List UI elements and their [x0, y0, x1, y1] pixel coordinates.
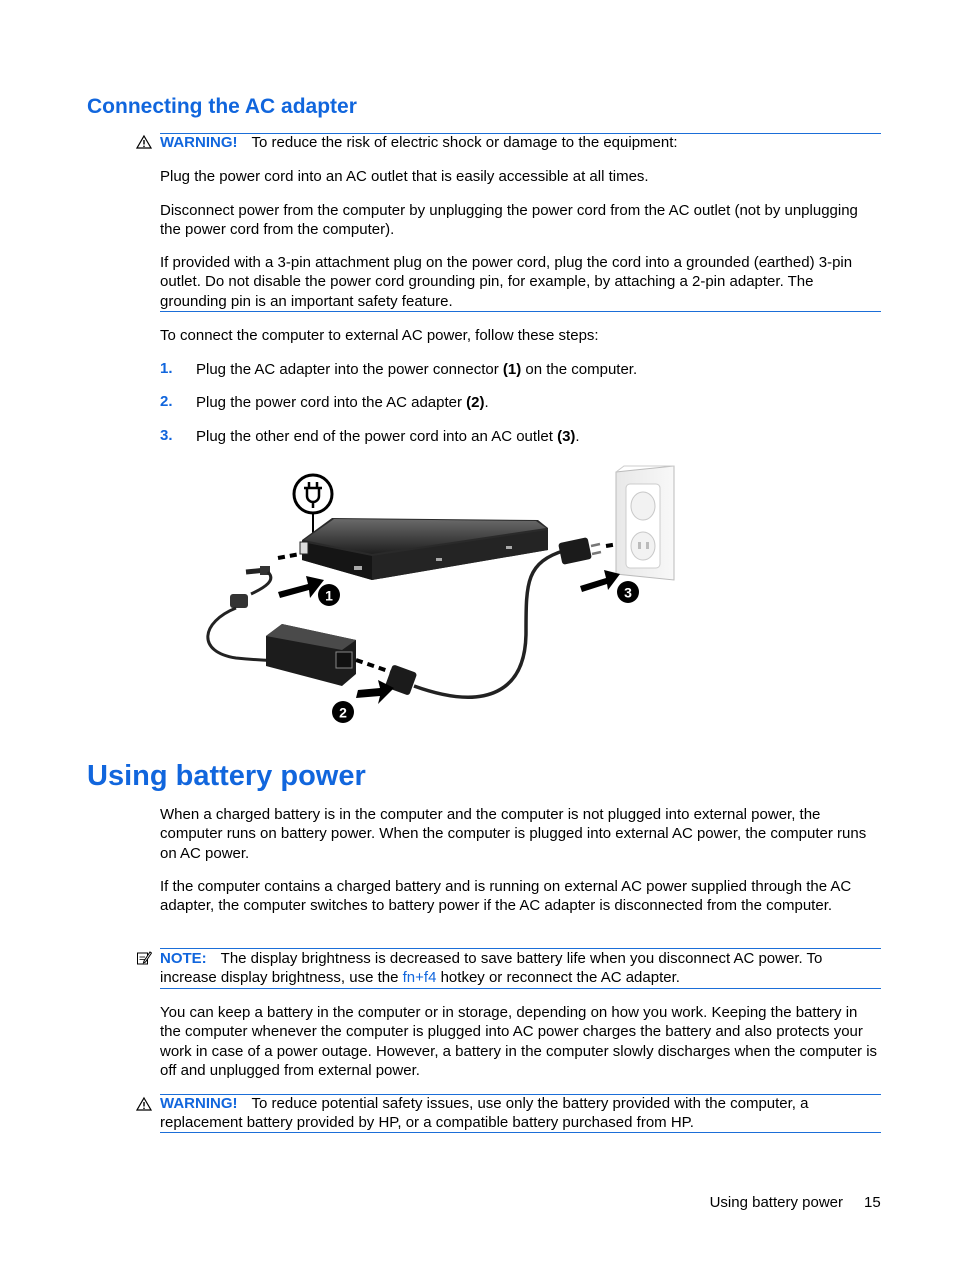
arrow-1-icon — [278, 576, 324, 598]
laptop-image — [300, 518, 548, 580]
warning2-bottom-rule — [160, 1132, 881, 1133]
warning-paragraph-3: If provided with a 3-pin attachment plug on the power cord, plug the cord into a grounded (earthed) 3-pin outlet. Do not disable the power cord grounding pin, for example, by attaching a 2-pin adapter. The grounding pin is an important safety feature. — [160, 254, 853, 310]
page-number: 15 — [864, 1194, 881, 1211]
warning-label: WARNING! — [160, 134, 238, 151]
footer-section-title: Using battery power — [709, 1194, 843, 1211]
steps-intro: To connect the computer to external AC power, follow these steps: — [160, 327, 599, 344]
warning-triangle-icon — [136, 1096, 152, 1112]
svg-text:2: 2 — [339, 704, 347, 721]
arrow-3-icon — [580, 570, 620, 592]
step-text: Plug the AC adapter into the power connector (1) on the computer. — [196, 361, 638, 378]
warning-paragraph-2: Disconnect power from the computer by unplugging the power cord from the AC outlet (not by unplugging the power cord from the computer). — [160, 202, 858, 239]
warning-triangle-icon — [136, 134, 152, 150]
svg-text:1: 1 — [325, 587, 333, 604]
callout-1 — [318, 584, 340, 606]
battery-paragraph-1: When a charged battery is in the computer and the computer is not plugged into external power, the computer runs on battery power. When the computer is plugged into external AC power, the computer runs on AC power. — [160, 806, 867, 862]
warning-bottom-rule — [160, 311, 881, 312]
ac-adapter-brick — [266, 624, 391, 686]
warning-paragraph-1: Plug the power cord into an AC outlet that is easily accessible at all times. — [160, 168, 649, 185]
fn-f4-hotkey-link[interactable]: fn+f4 — [402, 969, 437, 987]
warning-label: WARNING! — [160, 1095, 238, 1112]
callout-3 — [617, 581, 639, 603]
ac-adapter-connection-illustration — [196, 462, 686, 730]
step-number: 3. — [160, 427, 173, 444]
wall-outlet — [616, 466, 674, 580]
note-label: NOTE: — [160, 950, 207, 967]
svg-text:3: 3 — [624, 584, 632, 601]
note-pencil-icon — [136, 950, 152, 966]
step-number: 2. — [160, 393, 173, 410]
warning2-text: WARNING! To reduce potential safety issues, use only the battery provided with the computer, a replacement battery provided by HP, or a compatible battery purchased from HP. — [160, 1095, 809, 1132]
step-text: Plug the power cord into the AC adapter (2). — [196, 394, 489, 411]
battery-paragraph-2: If the computer contains a charged battery and is running on external AC power supplied through the AC adapter, the computer switches to battery power if the AC adapter is disconnected from the computer. — [160, 878, 852, 915]
section-heading-ac-adapter: Connecting the AC adapter — [87, 95, 357, 118]
note-bottom-rule — [160, 988, 881, 989]
section-heading-battery-power: Using battery power — [87, 760, 366, 792]
step-number: 1. — [160, 360, 173, 377]
warning-intro: WARNING! To reduce the risk of electric shock or damage to the equipment: — [160, 134, 678, 151]
callout-2 — [332, 701, 354, 723]
battery-paragraph-3: You can keep a battery in the computer or in storage, depending on how you work. Keeping the battery in the computer whenever the computer is plugged into AC power charges the battery and also protects your work in case of a power outage. However, a battery in the computer slowly discharges when the computer is off and unplugged from external power. — [160, 1004, 878, 1079]
note-text: NOTE: The display brightness is decreased to save battery life when you disconnect AC power. To increase display brightness, use the fn+f4 hotkey or reconnect the AC adapter. — [160, 950, 823, 987]
step-text: Plug the other end of the power cord into an AC outlet (3). — [196, 428, 580, 445]
